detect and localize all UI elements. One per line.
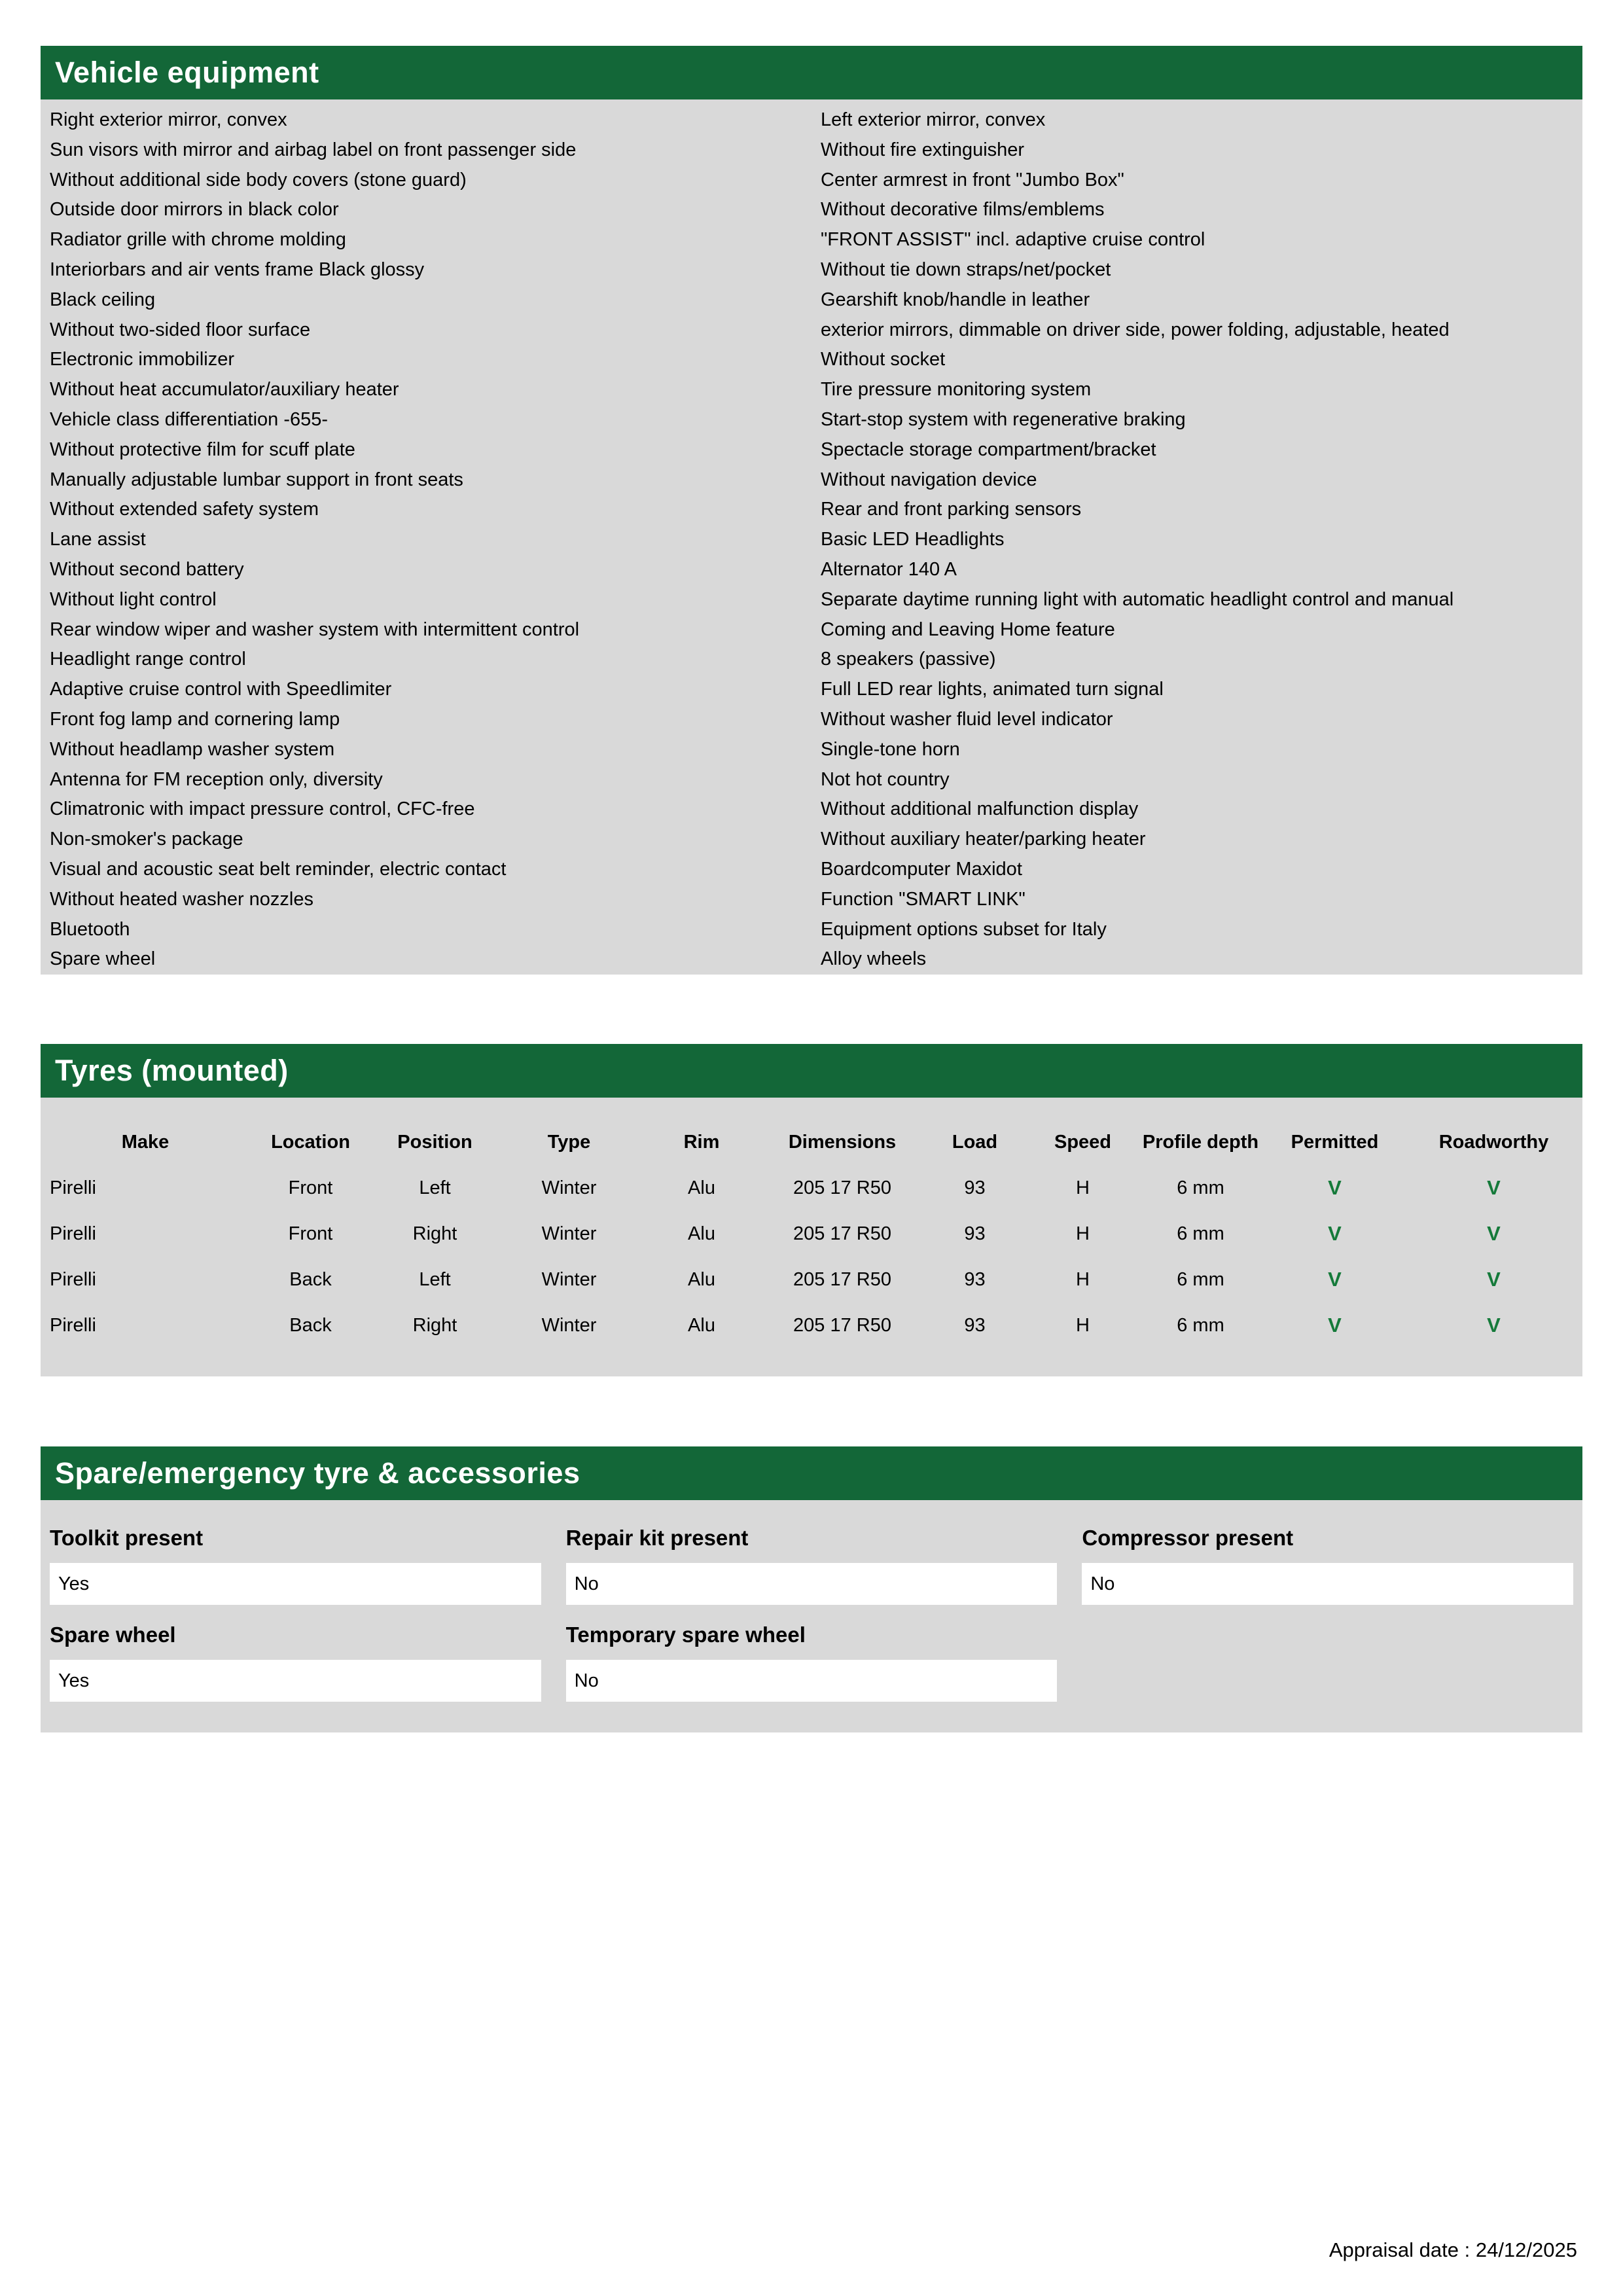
tyre-type: Winter: [541, 1268, 597, 1290]
tyre-position: Right: [412, 1223, 457, 1244]
equipment-item: Black ceiling: [50, 289, 156, 310]
section-title: Tyres (mounted): [55, 1054, 289, 1088]
tyre-permitted-check: V: [1328, 1222, 1342, 1246]
equipment-item: Without second battery: [50, 558, 244, 580]
spare-field: [1082, 1526, 1573, 1605]
equipment-item: Visual and acoustic seat belt reminder, electric contact: [50, 858, 507, 880]
spare-field: [50, 1623, 541, 1702]
equipment-item: Without two-sided floor surface: [50, 319, 311, 340]
tyre-rim: Alu: [688, 1314, 715, 1336]
equipment-left-column: [41, 105, 812, 975]
equipment-item: Headlight range control: [50, 649, 246, 670]
tyre-profile-depth: 6 mm: [1177, 1268, 1224, 1290]
equipment-item: Without auxiliary heater/parking heater: [821, 829, 1146, 850]
equipment-right-column: [812, 105, 1582, 975]
spare-field-label: Temporary spare wheel: [565, 1623, 806, 1647]
equipment-item: Lane assist: [50, 529, 146, 550]
equipment-item: Without decorative films/emblems: [821, 199, 1105, 221]
equipment-item: Rear and front parking sensors: [821, 499, 1082, 520]
spare-field-value: No: [566, 1660, 1058, 1702]
section-title: Vehicle equipment: [55, 56, 319, 89]
tyre-position: Left: [419, 1177, 451, 1198]
tyres-column-header: Dimensions: [788, 1131, 897, 1153]
tyre-row: [41, 1302, 1582, 1348]
tyres-column-header: Roadworthy: [1438, 1131, 1549, 1153]
tyres-column-header: Location: [271, 1131, 350, 1153]
tyre-rim: Alu: [688, 1268, 715, 1290]
tyre-speed: H: [1076, 1314, 1090, 1336]
equipment-item: Spectacle storage compartment/bracket: [821, 439, 1156, 460]
equipment-item: Single-tone horn: [821, 738, 960, 760]
equipment-item: Alloy wheels: [821, 948, 927, 970]
tyre-row: [41, 1211, 1582, 1257]
equipment-item: Without light control: [50, 588, 217, 610]
equipment-item: Without socket: [821, 349, 946, 370]
tyre-dimensions: 205 17 R50: [793, 1223, 891, 1244]
tyre-type: Winter: [541, 1177, 597, 1198]
equipment-item: Start-stop system with regenerative braking: [821, 408, 1186, 430]
tyre-permitted-check: V: [1328, 1268, 1342, 1291]
appraisal-date: Appraisal date : 24/12/2025: [1329, 2238, 1577, 2261]
equipment-item: Without heated washer nozzles: [50, 888, 313, 910]
tyre-speed: H: [1076, 1223, 1090, 1244]
tyres-table: [41, 1119, 1582, 1348]
equipment-item: Rear window wiper and washer system with intermittent control: [50, 619, 580, 640]
tyre-location: Back: [289, 1314, 332, 1336]
tyres-table-rows: [41, 1165, 1582, 1348]
spare-field: [566, 1526, 1058, 1605]
tyre-speed: H: [1076, 1268, 1090, 1290]
equipment-item: Full LED rear lights, animated turn signal: [821, 679, 1164, 700]
tyre-profile-depth: 6 mm: [1177, 1177, 1224, 1198]
equipment-item: Center armrest in front "Jumbo Box": [821, 169, 1124, 190]
section-vehicle-equipment: [41, 46, 1582, 975]
tyre-make: Pirelli: [50, 1314, 96, 1336]
spare-field-value: Yes: [50, 1660, 541, 1702]
tyre-dimensions: 205 17 R50: [793, 1268, 891, 1290]
equipment-item: Equipment options subset for Italy: [821, 918, 1107, 940]
tyre-roadworthy-check: V: [1487, 1176, 1501, 1200]
tyre-make: Pirelli: [50, 1268, 96, 1290]
equipment-item: Electronic immobilizer: [50, 349, 235, 370]
tyre-permitted-check: V: [1328, 1176, 1342, 1200]
equipment-item: Boardcomputer Maxidot: [821, 858, 1022, 880]
spare-field: [566, 1623, 1058, 1702]
equipment-item: Climatronic with impact pressure control, CFC-free: [50, 798, 475, 820]
tyre-row: [41, 1165, 1582, 1211]
tyre-type: Winter: [541, 1314, 597, 1336]
tyres-column-header: Permitted: [1291, 1131, 1379, 1153]
tyre-rim: Alu: [688, 1177, 715, 1198]
equipment-item: exterior mirrors, dimmable on driver side, power folding, adjustable, heated: [821, 319, 1450, 340]
tyre-position: Left: [419, 1268, 451, 1290]
tyres-column-header: Load: [952, 1131, 998, 1153]
equipment-item: Interiorbars and air vents frame Black glossy: [50, 259, 425, 280]
tyre-location: Front: [288, 1223, 333, 1244]
equipment-item: Without washer fluid level indicator: [821, 708, 1113, 730]
tyres-body: [41, 1098, 1582, 1376]
equipment-item: Non-smoker's package: [50, 829, 243, 850]
tyre-location: Back: [289, 1268, 332, 1290]
tyre-permitted-check: V: [1328, 1314, 1342, 1337]
vehicle-equipment-header: [41, 46, 1582, 99]
equipment-item: Adaptive cruise control with Speedlimiter: [50, 679, 392, 700]
spare-body: [41, 1500, 1582, 1732]
tyre-load: 93: [964, 1177, 986, 1198]
tyre-speed: H: [1076, 1177, 1090, 1198]
equipment-item: Without navigation device: [821, 469, 1037, 490]
tyre-dimensions: 205 17 R50: [793, 1177, 891, 1198]
tyre-load: 93: [964, 1268, 986, 1290]
tyres-column-header: Type: [547, 1131, 591, 1153]
equipment-item: 8 speakers (passive): [821, 649, 996, 670]
spare-field-value: Yes: [50, 1563, 541, 1605]
tyres-column-header: Make: [121, 1131, 169, 1153]
tyres-column-header: Profile depth: [1142, 1131, 1259, 1153]
spare-field-value: No: [1082, 1563, 1573, 1605]
tyre-row: [41, 1257, 1582, 1302]
equipment-item: Outside door mirrors in black color: [50, 199, 339, 221]
equipment-item: Separate daytime running light with automatic headlight control and manual: [821, 588, 1454, 610]
equipment-item: Without heat accumulator/auxiliary heater: [50, 379, 399, 401]
equipment-item: Front fog lamp and cornering lamp: [50, 708, 340, 730]
section-spare-emergency: [41, 1446, 1582, 1732]
vehicle-equipment-body: [41, 99, 1582, 975]
spare-field-value: No: [566, 1563, 1058, 1605]
equipment-item: Gearshift knob/handle in leather: [821, 289, 1090, 310]
spare-field-label: Spare wheel: [50, 1623, 176, 1647]
equipment-item: Without fire extinguisher: [821, 139, 1025, 160]
section-tyres-mounted: [41, 1044, 1582, 1376]
equipment-item: Without additional malfunction display: [821, 798, 1139, 820]
spare-field-label: Toolkit present: [50, 1526, 204, 1551]
tyre-type: Winter: [541, 1223, 597, 1244]
equipment-item: Not hot country: [821, 768, 950, 790]
tyre-rim: Alu: [688, 1223, 715, 1244]
tyre-make: Pirelli: [50, 1177, 96, 1198]
tyre-profile-depth: 6 mm: [1177, 1223, 1224, 1244]
tyres-table-header-row: [41, 1119, 1582, 1165]
equipment-item: Without extended safety system: [50, 499, 319, 520]
equipment-item: Vehicle class differentiation -655-: [50, 408, 329, 430]
tyre-make: Pirelli: [50, 1223, 96, 1244]
spare-field: [50, 1526, 541, 1605]
tyres-header: [41, 1044, 1582, 1098]
spare-field-label: Repair kit present: [565, 1526, 749, 1551]
equipment-item: Alternator 140 A: [821, 558, 957, 580]
spare-header: [41, 1446, 1582, 1500]
section-title: Spare/emergency tyre & accessories: [55, 1456, 580, 1490]
equipment-item: Without tie down straps/net/pocket: [821, 259, 1111, 280]
equipment-item: Antenna for FM reception only, diversity: [50, 768, 383, 790]
equipment-item: Left exterior mirror, convex: [821, 109, 1046, 130]
equipment-item: Right exterior mirror, convex: [50, 109, 287, 130]
equipment-item: Sun visors with mirror and airbag label on front passenger side: [50, 139, 577, 160]
tyre-load: 93: [964, 1314, 986, 1336]
equipment-item: "FRONT ASSIST" incl. adaptive cruise control: [821, 229, 1205, 251]
tyre-roadworthy-check: V: [1487, 1314, 1501, 1337]
equipment-item: Tire pressure monitoring system: [821, 379, 1092, 401]
tyre-position: Right: [412, 1314, 457, 1336]
tyre-roadworthy-check: V: [1487, 1268, 1501, 1291]
equipment-item: Basic LED Headlights: [821, 529, 1005, 550]
equipment-item: Spare wheel: [50, 948, 156, 970]
equipment-item: Without additional side body covers (stone guard): [50, 169, 467, 190]
tyre-load: 93: [964, 1223, 986, 1244]
spare-field-label: Compressor present: [1082, 1526, 1294, 1551]
tyre-dimensions: 205 17 R50: [793, 1314, 891, 1336]
equipment-item: Without protective film for scuff plate: [50, 439, 355, 460]
tyre-location: Front: [288, 1177, 333, 1198]
equipment-item: Function "SMART LINK": [821, 888, 1026, 910]
tyres-column-header: Speed: [1054, 1131, 1112, 1153]
equipment-item: Without headlamp washer system: [50, 738, 335, 760]
equipment-item: Radiator grille with chrome molding: [50, 229, 346, 251]
tyre-profile-depth: 6 mm: [1177, 1314, 1224, 1336]
tyres-column-header: Position: [397, 1131, 473, 1153]
equipment-item: Coming and Leaving Home feature: [821, 619, 1115, 640]
equipment-item: Manually adjustable lumbar support in front seats: [50, 469, 463, 490]
equipment-item: Bluetooth: [50, 918, 130, 940]
tyre-roadworthy-check: V: [1487, 1222, 1501, 1246]
tyres-column-header: Rim: [683, 1131, 720, 1153]
